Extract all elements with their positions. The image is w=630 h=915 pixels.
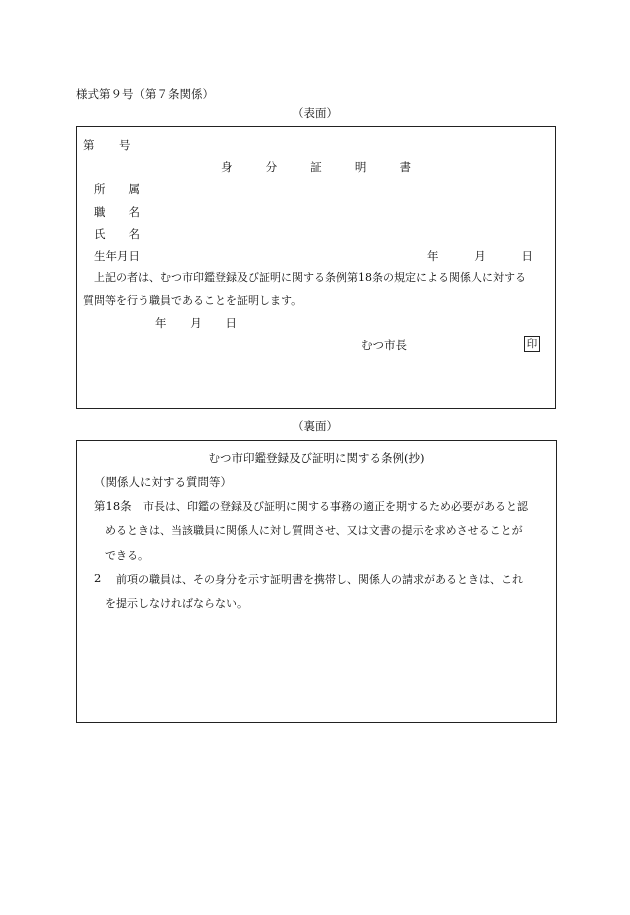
- field-char: 名: [128, 205, 140, 219]
- form-title: 様式第９号（第７条関係）: [76, 87, 214, 101]
- issuer: むつ市長: [361, 338, 407, 352]
- paragraph-2-label: 2: [94, 571, 102, 585]
- field-char: 所: [94, 182, 106, 196]
- birthdate-units: [427, 248, 533, 264]
- unit-month: 月: [474, 249, 486, 263]
- number-suffix: 号: [119, 138, 131, 152]
- field-char: 名: [128, 227, 140, 241]
- paragraph-2-line-1: 前項の職員は、その身分を示す証明書を携帯し、関係人の請求があるときは、これ: [116, 573, 523, 586]
- number-prefix: 第: [83, 138, 95, 152]
- front-heading: （表面）: [292, 106, 338, 120]
- issue-date: [155, 315, 237, 331]
- title-char: 書: [399, 160, 411, 174]
- field-char: 氏: [94, 227, 106, 241]
- field-position: [94, 204, 140, 220]
- field-affiliation: [94, 181, 140, 197]
- title-char: 身: [221, 160, 233, 174]
- ordinance-title: むつ市印鑑登録及び証明に関する条例(抄): [208, 451, 425, 465]
- field-char: 職: [94, 205, 106, 219]
- field-birthdate: 生年月日: [94, 249, 140, 263]
- front-card: [76, 126, 556, 409]
- statement-line-1: 上記の者は、むつ市印鑑登録及び証明に関する条例第18条の規定による関係人に対する: [94, 271, 526, 284]
- title-char: 証: [310, 160, 322, 174]
- statement-line-2: 質問等を行う職員であることを証明します。: [83, 294, 303, 307]
- seal-mark: 印: [524, 336, 540, 352]
- article-caption: （関係人に対する質問等）: [94, 475, 232, 489]
- title-char: 明: [354, 160, 367, 174]
- back-heading: （裏面）: [292, 419, 338, 433]
- article-line-2: めるときは、当該職員に関係人に対し質問させ、又は文書の提示を求めさせることが: [105, 524, 523, 537]
- unit-day: 日: [225, 316, 237, 330]
- unit-day: 日: [521, 249, 533, 263]
- title-char: 分: [265, 160, 278, 174]
- field-name: [94, 226, 140, 242]
- paragraph-2-line-2: を提示しなければならない。: [105, 597, 248, 610]
- certificate-title: [221, 159, 411, 175]
- article-line-1: 市長は、印鑑の登録及び証明に関する事務の適正を期するため必要があると認: [143, 500, 528, 513]
- article-label: 第18条: [94, 499, 132, 513]
- unit-year: 年: [427, 249, 439, 263]
- unit-year: 年: [155, 316, 167, 330]
- article-line-3: できる。: [105, 549, 149, 562]
- unit-month: 月: [190, 316, 202, 330]
- back-card: [76, 440, 557, 723]
- field-char: 属: [128, 182, 140, 196]
